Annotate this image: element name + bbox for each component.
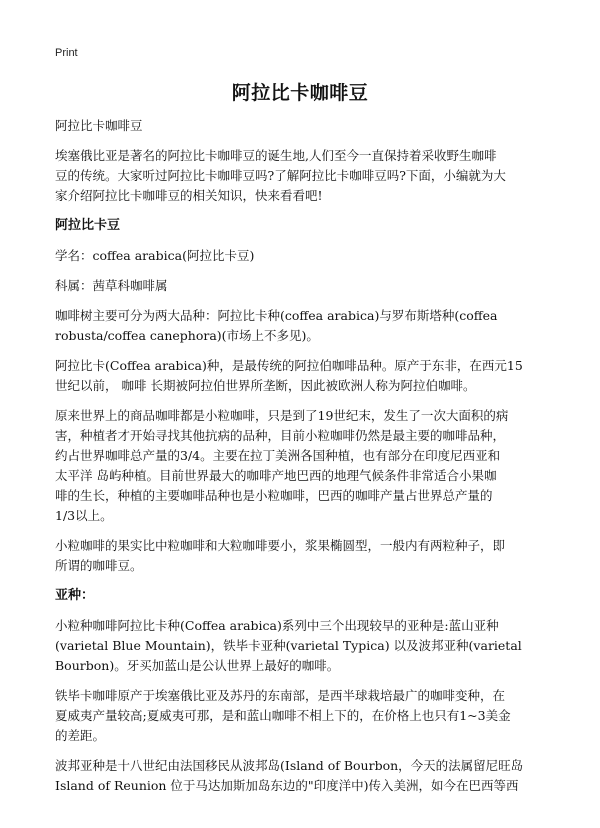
text-line: 约占世界咖啡总产量的3/4。主要在拉丁美洲各国种植，也有部分在印度尼西亚和 [55, 448, 501, 463]
page-title: 阿拉比卡咖啡豆 [231, 82, 369, 104]
text-line: 啡的生长，种植的主要咖啡品种也是小粒咖啡，巴西的咖啡产量占世界总产量的 [55, 488, 493, 503]
history-paragraph [55, 406, 547, 526]
article-subtitle: 阿拉比卡咖啡豆 [55, 118, 143, 133]
text-line: 豆的传统。大家听过阿拉比卡咖啡豆吗?了解阿拉比卡咖啡豆吗?下面，小编就为大 [55, 168, 506, 183]
bourbon-paragraph [55, 756, 547, 796]
intro-paragraph [55, 146, 547, 206]
text-line: robusta/coffea canephora)(市场上不多见)。 [55, 328, 319, 343]
subspecies-paragraph [55, 616, 547, 676]
text-line: 阿拉比卡(Coffea arabica)种，是最传统的阿拉伯咖啡品种。原产于东非，在西元15 [55, 358, 523, 373]
fruit-paragraph [55, 536, 547, 576]
text-line: 所谓的咖啡豆。 [55, 558, 143, 573]
text-line: 夏威夷产量较高;夏威夷可那，是和蓝山咖啡不相上下的，在价格上也只有1~3美金 [55, 708, 511, 723]
text-line: 害，种植者才开始寻找其他抗病的品种，目前小粒咖啡仍然是最主要的咖啡品种， [55, 428, 506, 443]
text-line: 小粒种咖啡阿拉比卡种(Coffea arabica)系列中三个出现较早的亚种是:蓝山亚种 [55, 618, 499, 633]
text-line: 波邦亚种是十八世纪由法国移民从波邦岛(Island of Bourbon，今天的法属留尼旺岛 [55, 758, 524, 773]
text-line: Island of Reunion 位于马达加斯加岛东边的"印度洋中)传入美洲，如今在巴西等西 [55, 778, 519, 793]
article-content [55, 116, 547, 806]
text-line: 原来世界上的商品咖啡都是小粒咖啡，只是到了19世纪末，发生了一次大面积的病 [55, 408, 509, 423]
text-line: 小粒咖啡的果实比中粒咖啡和大粒咖啡要小，浆果椭圆型，一般内有两粒种子，即 [55, 538, 506, 553]
text-line: 世纪以前， 咖啡 长期被阿拉伯世界所垄断，因此被欧洲人称为阿拉伯咖啡。 [55, 378, 476, 393]
scientific-name: 学名：coffea arabica(阿拉比卡豆) [55, 248, 255, 263]
typica-paragraph [55, 686, 547, 746]
arabica-paragraph [55, 356, 547, 396]
text-line: Bourbon)。牙买加蓝山是公认世界上最好的咖啡。 [55, 658, 340, 673]
text-line: 的差距。 [55, 728, 106, 743]
text-line: 埃塞俄比亚是著名的阿拉比卡咖啡豆的诞生地,人们至今一直保持着采收野生咖啡 [55, 148, 497, 163]
text-line: 家介绍阿拉比卡咖啡豆的相关知识，快来看看吧! [55, 188, 323, 203]
text-line: 铁毕卡咖啡原产于埃塞俄比亚及苏丹的东南部，是西半球栽培最广的咖啡变种，在 [55, 688, 506, 703]
section-heading-arabica: 阿拉比卡豆 [55, 218, 121, 233]
text-line: (varietal Blue Mountain)，铁毕卡亚种(varietal Typica) 以及波邦亚种(varietal [55, 638, 522, 653]
types-paragraph [55, 306, 547, 346]
print-link[interactable]: Print [55, 47, 78, 59]
text-line: 太平洋 岛屿种植。目前世界最大的咖啡产地巴西的地理气候条件非常适合小果咖 [55, 468, 497, 483]
text-line: 1/3以上。 [55, 508, 113, 523]
text-line: 咖啡树主要可分为两大品种：阿拉比卡种(coffea arabica)与罗布斯塔种(coffea [55, 308, 498, 323]
section-heading-subspecies: 亚种： [55, 588, 95, 603]
family-genus: 科属：茜草科咖啡属 [55, 278, 168, 293]
